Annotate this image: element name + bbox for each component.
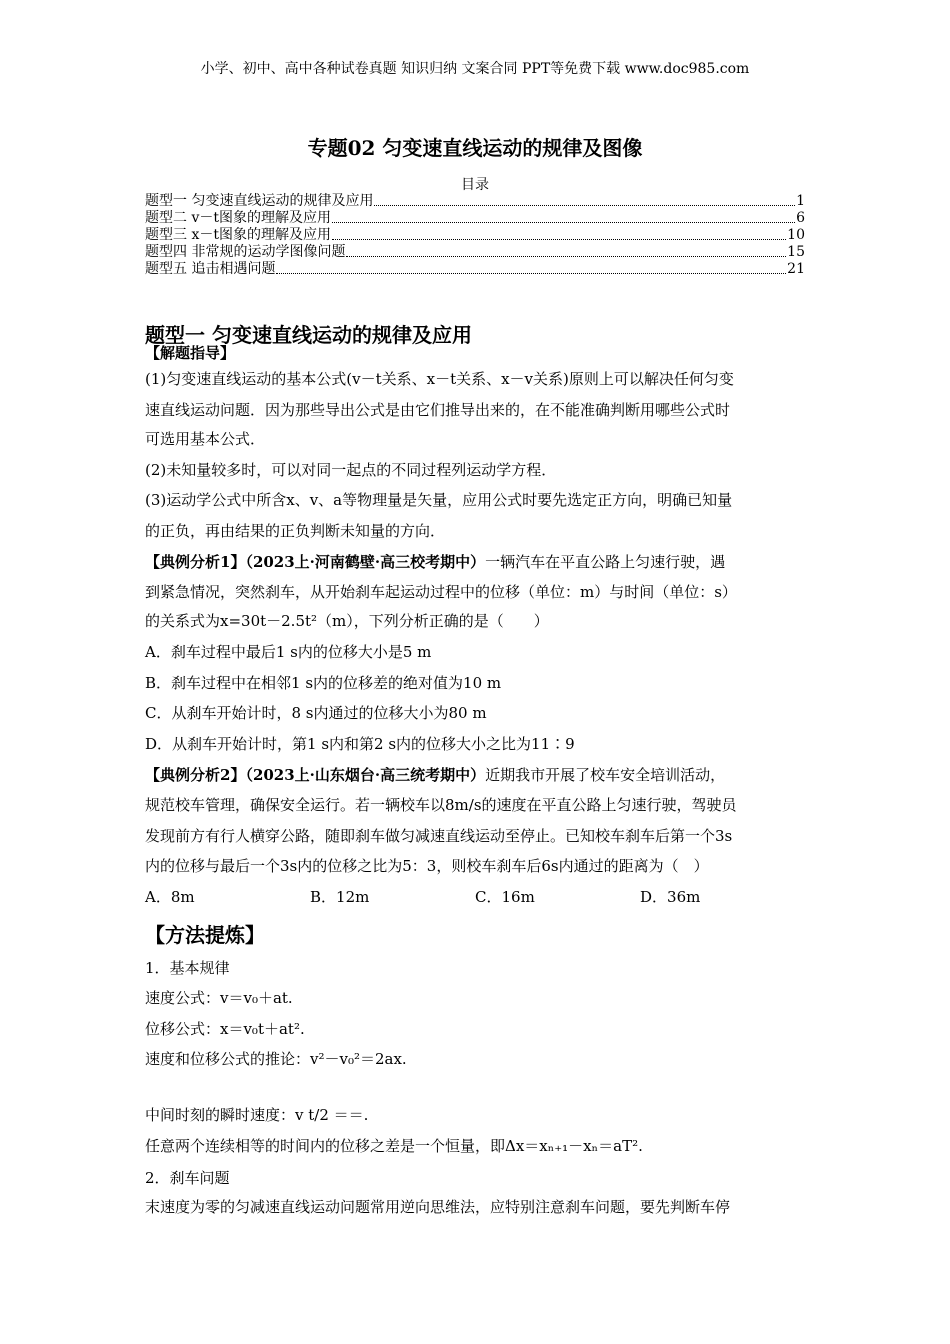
toc-entry[interactable] <box>145 261 805 278</box>
example-2-option: B．12m <box>310 888 370 906</box>
guide-paragraph-line: 的正负，再由结果的正负判断未知量的方向． <box>145 522 446 540</box>
guide-paragraph-line: 速直线运动问题．因为那些导出公式是由它们推导出来的，在不能准确判断用哪些公式时 <box>145 401 731 419</box>
toc-entry[interactable] <box>145 193 805 210</box>
method-line: 任意两个连续相等的时间内的位移之差是一个恒量，即Δx＝xₙ₊₁－xₙ＝aT². <box>145 1137 643 1155</box>
example-2-line: 内的位移与最后一个3s内的位移之比为5：3，则校车刹车后6s内通过的距离为（ ） <box>145 857 709 875</box>
toc-entry-label: 题型五 追击相遇问题 <box>145 261 276 277</box>
method-line: 速度和位移公式的推论：v²－v₀²＝2ax. <box>145 1050 407 1068</box>
toc-leader-dots <box>346 244 786 257</box>
example-1-option: B．刹车过程中在相邻1 s内的位移差的绝对值为10 m <box>145 674 502 692</box>
example-2-option: A．8m <box>145 888 195 906</box>
toc-leader-dots <box>276 261 786 274</box>
page-header: 小学、初中、高中各种试卷真题 知识归纳 文案合同 PPT等免费下载 www.doc985.com <box>200 61 750 77</box>
guide-paragraph-line: (2)未知量较多时，可以对同一起点的不同过程列运动学方程． <box>145 461 557 479</box>
toc-entry-page: 21 <box>787 261 805 277</box>
toc-leader-dots <box>374 193 795 206</box>
toc-entry-label: 题型二 v－t图象的理解及应用 <box>145 210 331 226</box>
toc-entry-page: 15 <box>787 244 805 260</box>
method-heading: 【方法提炼】 <box>145 923 265 947</box>
section-heading: 题型一 匀变速直线运动的规律及应用 <box>145 323 472 347</box>
example-2-first-line <box>145 765 725 785</box>
toc-entry-label: 题型四 非常规的运动学图像问题 <box>145 244 346 260</box>
toc-entry[interactable] <box>145 210 805 227</box>
method-line: 2．刹车问题 <box>145 1169 230 1187</box>
example-2-option: C．16m <box>475 888 535 906</box>
guide-paragraph-line: (3)运动学公式中所含x、v、a等物理量是矢量，应用公式时要先选定正方向，明确已知量 <box>145 491 733 509</box>
guide-paragraph-line: 可选用基本公式． <box>145 430 266 448</box>
example-1-first-line <box>145 552 725 572</box>
toc-leader-dots <box>332 227 786 240</box>
toc-leader-dots <box>332 210 795 223</box>
example-1-option: C．从刹车开始计时，8 s内通过的位移大小为80 m <box>145 704 487 722</box>
example-2-line: 规范校车管理，确保安全运行。若一辆校车以8m/s的速度在平直公路上匀速行驶，驾驶员 <box>145 796 737 814</box>
example-1-line: 到紧急情况，突然刹车，从开始刹车起运动过程中的位移（单位：m）与时间（单位：s） <box>145 583 737 601</box>
toc-heading: 目录 <box>461 177 489 193</box>
guide-paragraph-line: (1)匀变速直线运动的基本公式(v－t关系、x－t关系、x－v关系)原则上可以解决任何匀变 <box>145 370 734 388</box>
guide-label: 【解题指导】 <box>145 344 236 362</box>
example-1-option: D．从刹车开始计时，第1 s内和第2 s内的位移大小之比为11∶9 <box>145 735 575 753</box>
toc-entry[interactable] <box>145 244 805 261</box>
example-2-option: D．36m <box>640 888 701 906</box>
toc-entry-page: 6 <box>796 210 805 226</box>
toc-entry[interactable] <box>145 227 805 244</box>
toc-entry-label: 题型一 匀变速直线运动的规律及应用 <box>145 193 374 209</box>
method-line: 速度公式：v＝v₀＋at. <box>145 989 293 1007</box>
method-line: 1．基本规律 <box>145 959 230 977</box>
example-1-label: 【典例分析1】（2023上·河南鹤壁·高三校考期中） <box>145 553 486 571</box>
method-line: 中间时刻的瞬时速度：v t/2 ＝＝. <box>145 1106 369 1124</box>
example-1-line: 的关系式为x=30t－2.5t²（m），下列分析正确的是（ ） <box>145 612 549 630</box>
toc-entry-page: 10 <box>787 227 805 243</box>
toc-entry-page: 1 <box>796 193 805 209</box>
method-line: 位移公式：x＝v₀t＋at². <box>145 1020 305 1038</box>
example-1-option: A．刹车过程中最后1 s内的位移大小是5 m <box>145 643 432 661</box>
example-2-label: 【典例分析2】（2023上·山东烟台·高三统考期中） <box>145 766 486 784</box>
example-2-line: 发现前方有行人横穿公路，随即刹车做匀减速直线运动至停止。已知校车刹车后第一个3s <box>145 827 733 845</box>
toc-entry-label: 题型三 x－t图象的理解及应用 <box>145 227 331 243</box>
document-title: 专题02 匀变速直线运动的规律及图像 <box>307 136 643 160</box>
example-1-text: 一辆汽车在平直公路上匀速行驶，遇 <box>485 553 726 571</box>
method-line: 末速度为零的匀减速直线运动问题常用逆向思维法，应特别注意刹车问题，要先判断车停 <box>145 1198 731 1216</box>
example-2-text: 近期我市开展了校车安全培训活动， <box>485 766 726 784</box>
